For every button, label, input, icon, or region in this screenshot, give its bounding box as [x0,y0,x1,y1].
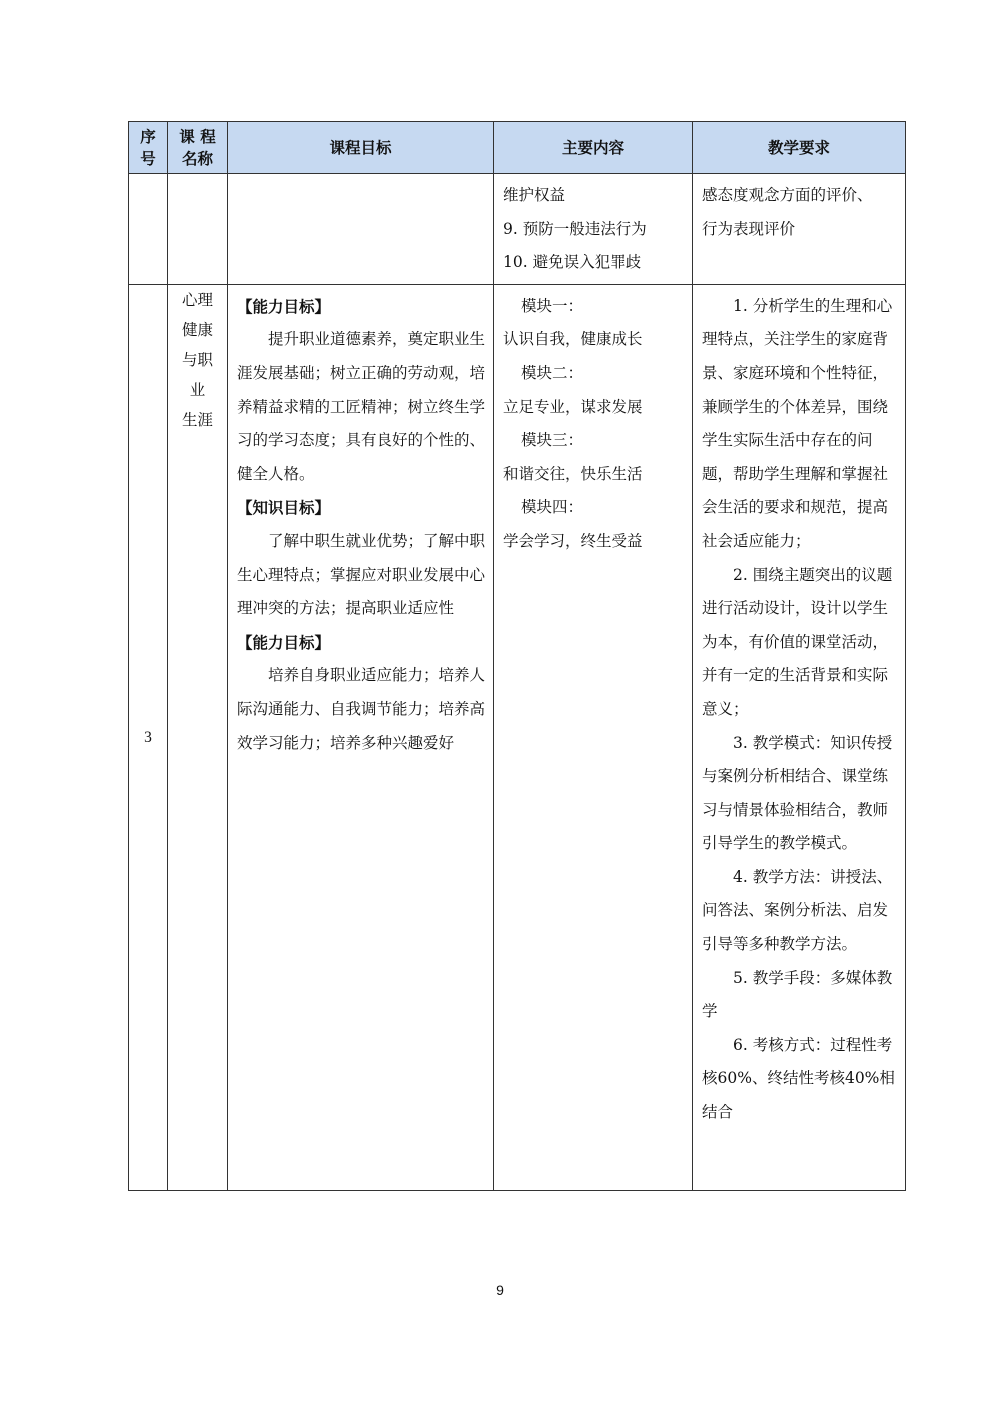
row3-requirement-cell [693,284,906,1190]
header-goal: 课程目标 [228,122,494,174]
goal-heading-knowledge: 【知识目标】 [237,498,331,518]
requirement-item: 5. 教学手段：多媒体教学 [702,968,893,1021]
goal-text-ability: 提升职业道德素养，奠定职业生涯发展基础；树立正确的劳动观，培养精益求精的工匠精神；树立终生学习的学习态度；具有良好的个性的、健全人格。 [237,330,486,483]
goal-heading-ability: 【能力目标】 [237,296,331,316]
course-name-line: 业 [189,380,206,399]
course-name-line: 生涯 [181,410,213,429]
module-desc: 和谐交往，快乐生活 [503,464,643,483]
header-content: 主要内容 [494,122,693,174]
continued-requirement-cell [693,174,906,285]
course-name-line: 心理 [181,290,213,309]
row3-seq-cell [129,284,168,1190]
module-title: 模块三： [521,431,584,450]
continued-name-cell [168,174,228,285]
row3-seq: 3 [144,728,152,746]
requirement-item: 4. 教学方法：讲授法、问答法、案例分析法、启发引导等多种教学方法。 [702,867,893,954]
continued-goal-cell [228,174,494,285]
header-name [168,122,228,174]
module-desc: 立足专业，谋求发展 [503,397,643,416]
header-name-line2: 名称 [181,148,213,168]
requirement-item: 3. 教学模式：知识传授与案例分析相结合、课堂练习与情景体验相结合，教师引导学生的教学模式。 [702,733,893,853]
row3-goal-cell [228,284,494,1190]
header-requirement: 教学要求 [693,122,906,174]
header-name-line1: 课 程 [179,126,216,146]
course-name-line: 与职 [181,350,213,369]
module-desc: 认识自我，健康成长 [503,330,643,349]
goal-text-ability-2: 培养自身职业适应能力；培养人际沟通能力、自我调节能力；培养高效学习能力；培养多种兴趣爱好 [237,666,486,752]
content-line: 维护权益 [503,186,566,204]
course-name-line: 健康 [181,320,213,339]
module-title: 模块四： [521,498,584,517]
module-desc: 学会学习，终生受益 [503,531,643,550]
content-line: 9. 预防一般违法行为 [503,219,647,238]
header-seq-line2: 号 [140,148,156,168]
requirement-line: 行为表现评价 [702,219,796,238]
content-line: 10. 避免误入犯罪歧 [503,253,642,272]
row3-name-cell [168,284,228,1190]
goal-heading-ability-2: 【能力目标】 [237,632,331,652]
header-seq [129,122,168,174]
requirement-item: 1. 分析学生的生理和心理特点，关注学生的家庭背景、家庭环境和个性特征，兼顾学生的个体差异，围绕学生实际生活中存在的问题，帮助学生理解和掌握社会生活的要求和规范，提高社会适应能力； [702,296,893,550]
goal-text-knowledge: 了解中职生就业优势；了解中职生心理特点；掌握应对职业发展中心理冲突的方法；提高职业适应性 [237,531,486,618]
row3-content-cell [494,284,693,1190]
course-table [128,121,906,1191]
requirement-item: 6. 考核方式：过程性考核60%、终结性考核40%相结合 [702,1035,895,1122]
header-row [129,122,906,174]
table-row-continued [129,174,906,285]
module-title: 模块二： [521,363,584,382]
table-row-3 [129,284,906,1190]
header-seq-line1: 序 [140,126,156,146]
continued-seq-cell [129,174,168,285]
page-number: 9 [496,1282,504,1298]
requirement-line: 感态度观念方面的评价、 [702,186,873,204]
module-title: 模块一： [521,296,584,315]
continued-content-cell [494,174,693,285]
requirement-item: 2. 围绕主题突出的议题进行活动设计，设计以学生为本，有价值的课堂活动，并有一定的生活背景和实际意义； [702,565,893,718]
